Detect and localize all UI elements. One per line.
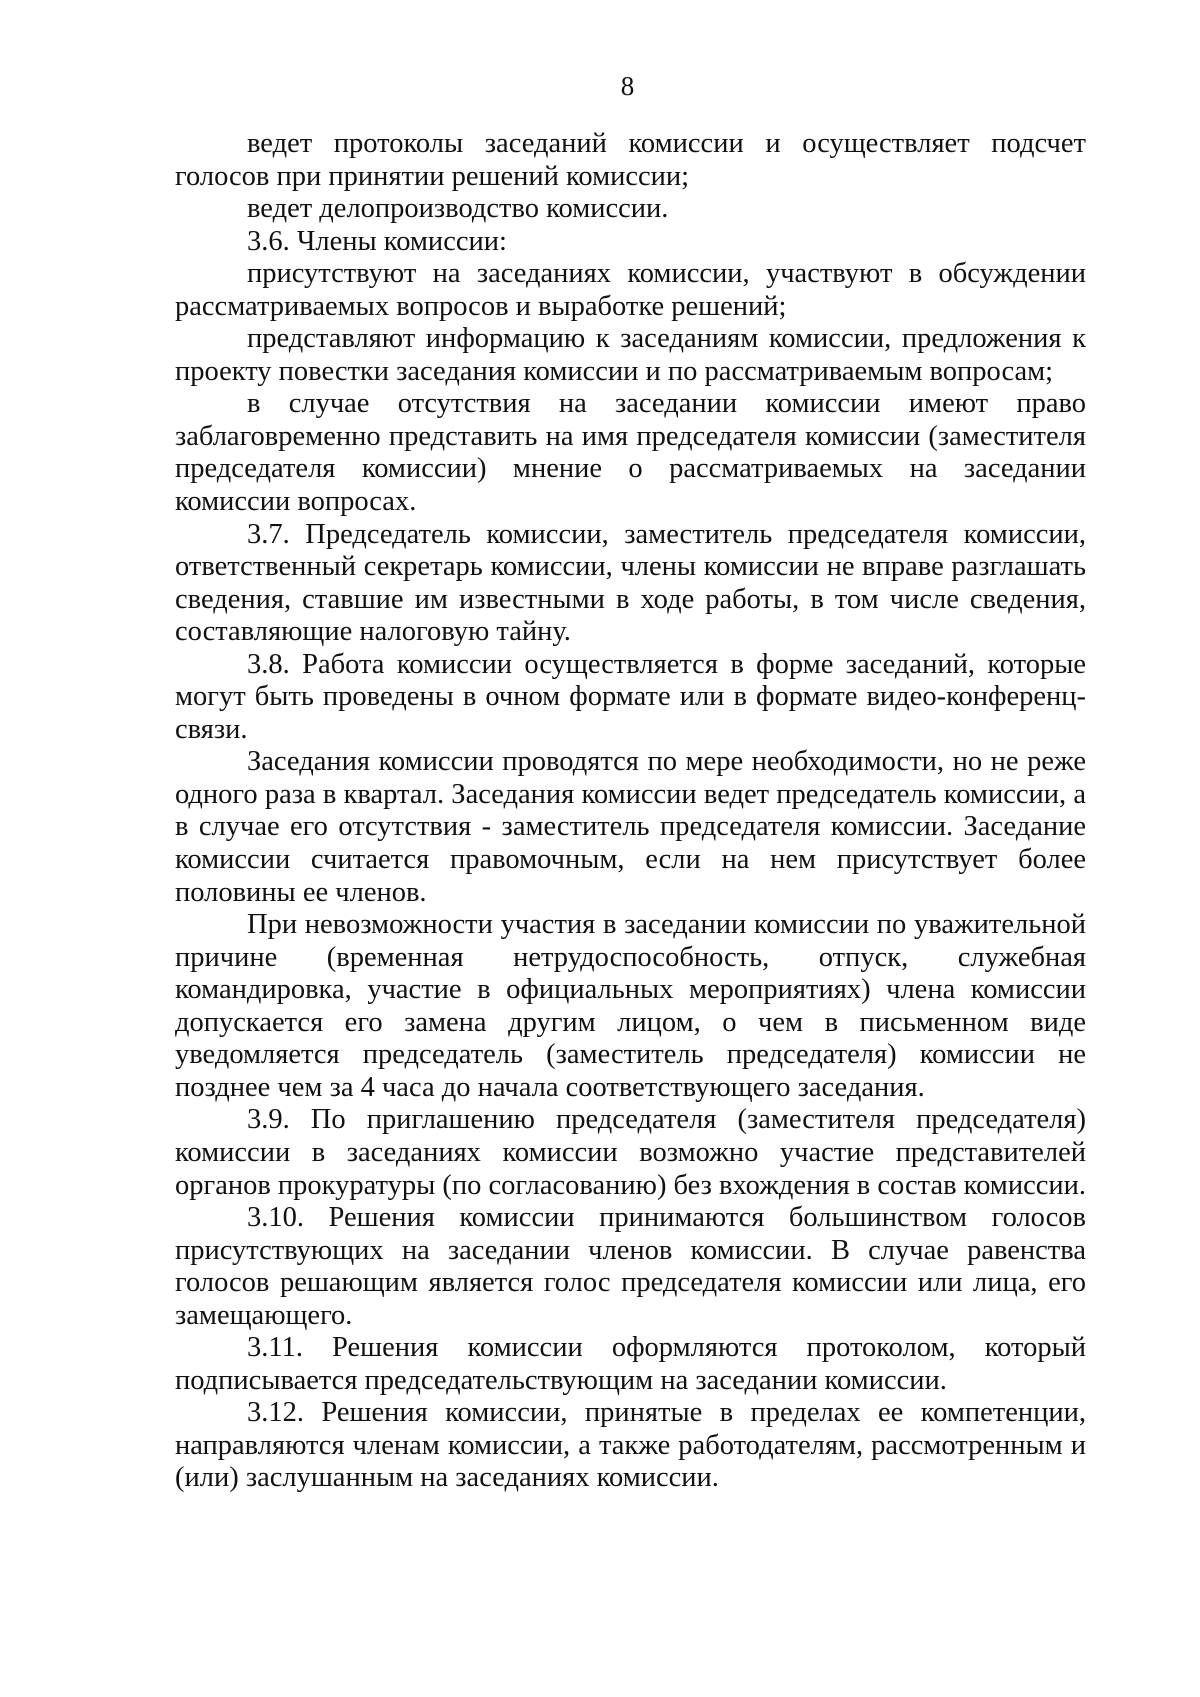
paragraph-replacement: При невозможности участия в заседании комиссии по уважительной причине (временная нетрудоспособность, отпуск, служебная командировка, участие в официальных мероприятиях) члена комиссии допускается его замена другим лицом, о чем в письменном виде уведомляется председатель (заместитель председателя) комиссии не позднее чем за 4 часа до начала соответствующего заседания. — [175, 909, 1086, 1103]
paragraph-protocols: ведет протоколы заседаний комиссии и осуществляет подсчет голосов при принятии решений комиссии; — [175, 128, 1086, 192]
paragraph-members-absence: в случае отсутствия на заседании комиссии имеют право заблаговременно представить на имя председателя комиссии (заместителя председателя комиссии) мнение о рассматриваемых на заседании комиссии вопросах. — [175, 388, 1086, 518]
document-body — [175, 128, 1086, 1495]
paragraph-3-8: 3.8. Работа комиссии осуществляется в форме заседаний, которые могут быть проведены в очном формате или в формате видео-конференц-связи. — [175, 648, 1086, 745]
paragraph-3-11: 3.11. Решения комиссии оформляются протоколом, который подписывается председательствующим на заседании комиссии. — [175, 1332, 1086, 1396]
paragraph-3-10: 3.10. Решения комиссии принимаются большинством голосов присутствующих на заседании членов комиссии. В случае равенства голосов решающим является голос председателя комиссии или лица, его замещающего. — [175, 1202, 1086, 1331]
paragraph-3-9: 3.9. По приглашению председателя (заместителя председателя) комиссии в заседаниях комиссии возможно участие представителей органов прокуратуры (по согласованию) без вхождения в состав комиссии. — [175, 1104, 1086, 1201]
paragraph-members-provide: представляют информацию к заседаниям комиссии, предложения к проекту повестки заседания комиссии и по рассматриваемым вопросам; — [175, 323, 1086, 387]
paragraph-3-6-heading: 3.6. Члены комиссии: — [247, 225, 507, 257]
paragraph-records: ведет делопроизводство комиссии. — [247, 193, 669, 225]
paragraph-3-12: 3.12. Решения комиссии, принятые в пределах ее компетенции, направляются членам комиссии, а также работодателям, рассмотренным и (или) заслушанным на заседаниях комиссии. — [175, 1397, 1086, 1494]
paragraph-members-attend: присутствуют на заседаниях комиссии, участвуют в обсуждении рассматриваемых вопросов и выработке решений; — [175, 258, 1086, 322]
paragraph-3-7: 3.7. Председатель комиссии, заместитель председателя комиссии, ответственный секретарь комиссии, члены комиссии не вправе разглашать сведения, ставшие им известными в ходе работы, в том числе сведения, составляющие налоговую тайну. — [175, 518, 1086, 648]
paragraph-meetings-frequency: Заседания комиссии проводятся по мере необходимости, но не реже одного раза в квартал. Заседания комиссии ведет председатель комиссии, а в случае его отсутствия - заместитель председателя комиссии. Заседание комиссии считается правомочным, если на нем присутствует более половины ее членов. — [175, 746, 1086, 908]
page-number: 8 — [620, 71, 635, 101]
